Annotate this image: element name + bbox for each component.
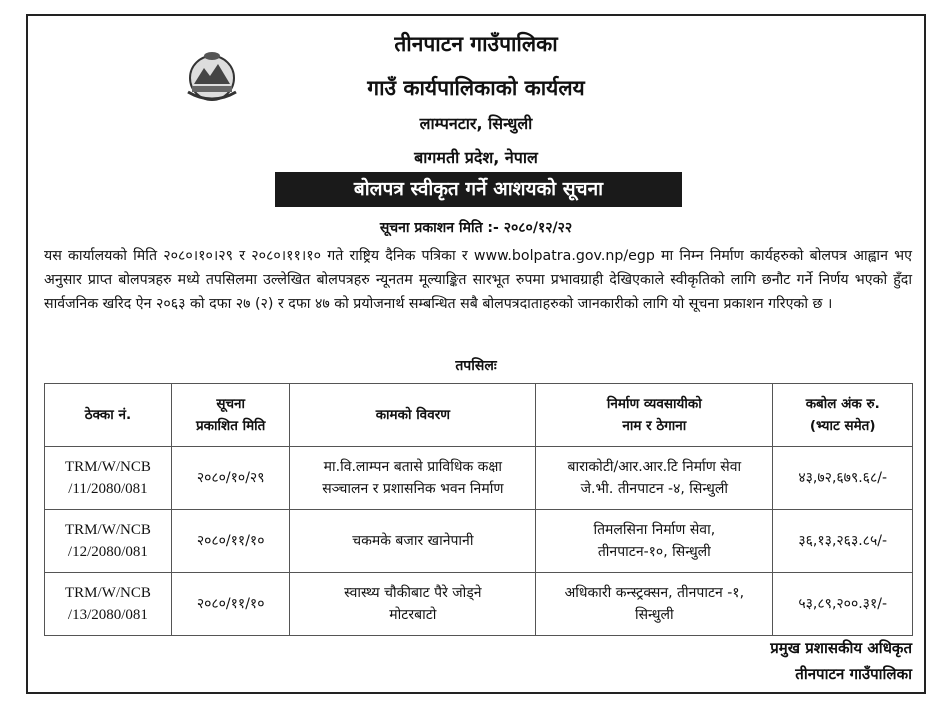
table-row bbox=[45, 447, 913, 510]
cell-contractor: बाराकोटी/आर.आर.टि निर्माण सेवा जे.भी. तीनपाटन -४, सिन्धुली bbox=[536, 447, 773, 510]
header-description: कामको विवरण bbox=[290, 384, 536, 447]
cell-amount: ५३,८९,२००.३१/- bbox=[773, 573, 913, 636]
header-contractor: निर्माण व्यवसायीको नाम र ठेगाना bbox=[536, 384, 773, 447]
cell-contractor: तिमलसिना निर्माण सेवा, तीनपाटन-१०, सिन्धुली bbox=[536, 510, 773, 573]
header-publish-date: सूचना प्रकाशित मिति bbox=[171, 384, 290, 447]
cell-contract-no: TRM/W/NCB /11/2080/081 bbox=[45, 447, 172, 510]
schedule-label: तपसिलः bbox=[455, 358, 497, 374]
award-table bbox=[44, 383, 913, 636]
cell-date: २०८०/११/१० bbox=[171, 510, 290, 573]
office-name: गाउँ कार्यपालिकाको कार्यलय bbox=[367, 76, 585, 100]
cell-date: २०८०/१०/२९ bbox=[171, 447, 290, 510]
province-name: बागमती प्रदेश, नेपाल bbox=[414, 148, 538, 167]
header-contract-no: ठेक्का नं. bbox=[45, 384, 172, 447]
signatory-org: तीनपाटन गाउँपालिका bbox=[795, 665, 912, 683]
notice-body: यस कार्यालयको मिति २०८०।१०।२९ र २०८०।११।१० गते राष्ट्रिय दैनिक पत्रिका र www.bolpatra.gov.np/egp मा निम्न निर्माण कार्यहरुको बोलपत्र आह्वान भए अनुसार प्राप्त बोलपत्रहरु मध्ये तपसिलमा उल्लेखित बोलपत्रहरु न्यूनतम मूल्याङ्कित सारभूत रुपमा प्रभावग्राही देखिएकाले स्वीकृतिको लागि छनौट गर्ने निर्णय भएको हुँदा सार्वजनिक खरिद ऐन २०६३ को दफा २७ (२) र दफा ४७ को प्रयोजनार्थ सम्बन्धित सबै बोलपत्रदाताहरुको जानकारीको लागि यो सूचना प्रकाशन गरिएको छ । bbox=[44, 248, 912, 312]
notice-title: बोलपत्र स्वीकृत गर्ने आशयको सूचना bbox=[275, 172, 682, 207]
publish-date: सूचना प्रकाशन मिति :- २०८०/१२/२२ bbox=[379, 220, 573, 236]
municipality-name: तीनपाटन गाउँपालिका bbox=[394, 32, 558, 56]
cell-date: २०८०/११/१० bbox=[171, 573, 290, 636]
header-amount: कबोल अंक रु. (भ्याट समेत) bbox=[773, 384, 913, 447]
signatory-title: प्रमुख प्रशासकीय अधिकृत bbox=[770, 639, 912, 657]
cell-contractor: अधिकारी कन्स्ट्रक्सन, तीनपाटन -१, सिन्धुली bbox=[536, 573, 773, 636]
office-location: लाम्पनटार, सिन्धुली bbox=[419, 114, 533, 133]
cell-description: चकमके बजार खानेपानी bbox=[290, 510, 536, 573]
table-row bbox=[45, 573, 913, 636]
cell-amount: ३६,१३,२६३.८५/- bbox=[773, 510, 913, 573]
cell-contract-no: TRM/W/NCB /13/2080/081 bbox=[45, 573, 172, 636]
table-row bbox=[45, 510, 913, 573]
cell-amount: ४३,७२,६७९.६८/- bbox=[773, 447, 913, 510]
cell-description: मा.वि.लाम्पन बतासे प्राविधिक कक्षा सञ्चालन र प्रशासनिक भवन निर्माण bbox=[290, 447, 536, 510]
cell-contract-no: TRM/W/NCB /12/2080/081 bbox=[45, 510, 172, 573]
table-header-row bbox=[45, 384, 913, 447]
cell-description: स्वास्थ्य चौकीबाट पैरे जोड्ने मोटरबाटो bbox=[290, 573, 536, 636]
